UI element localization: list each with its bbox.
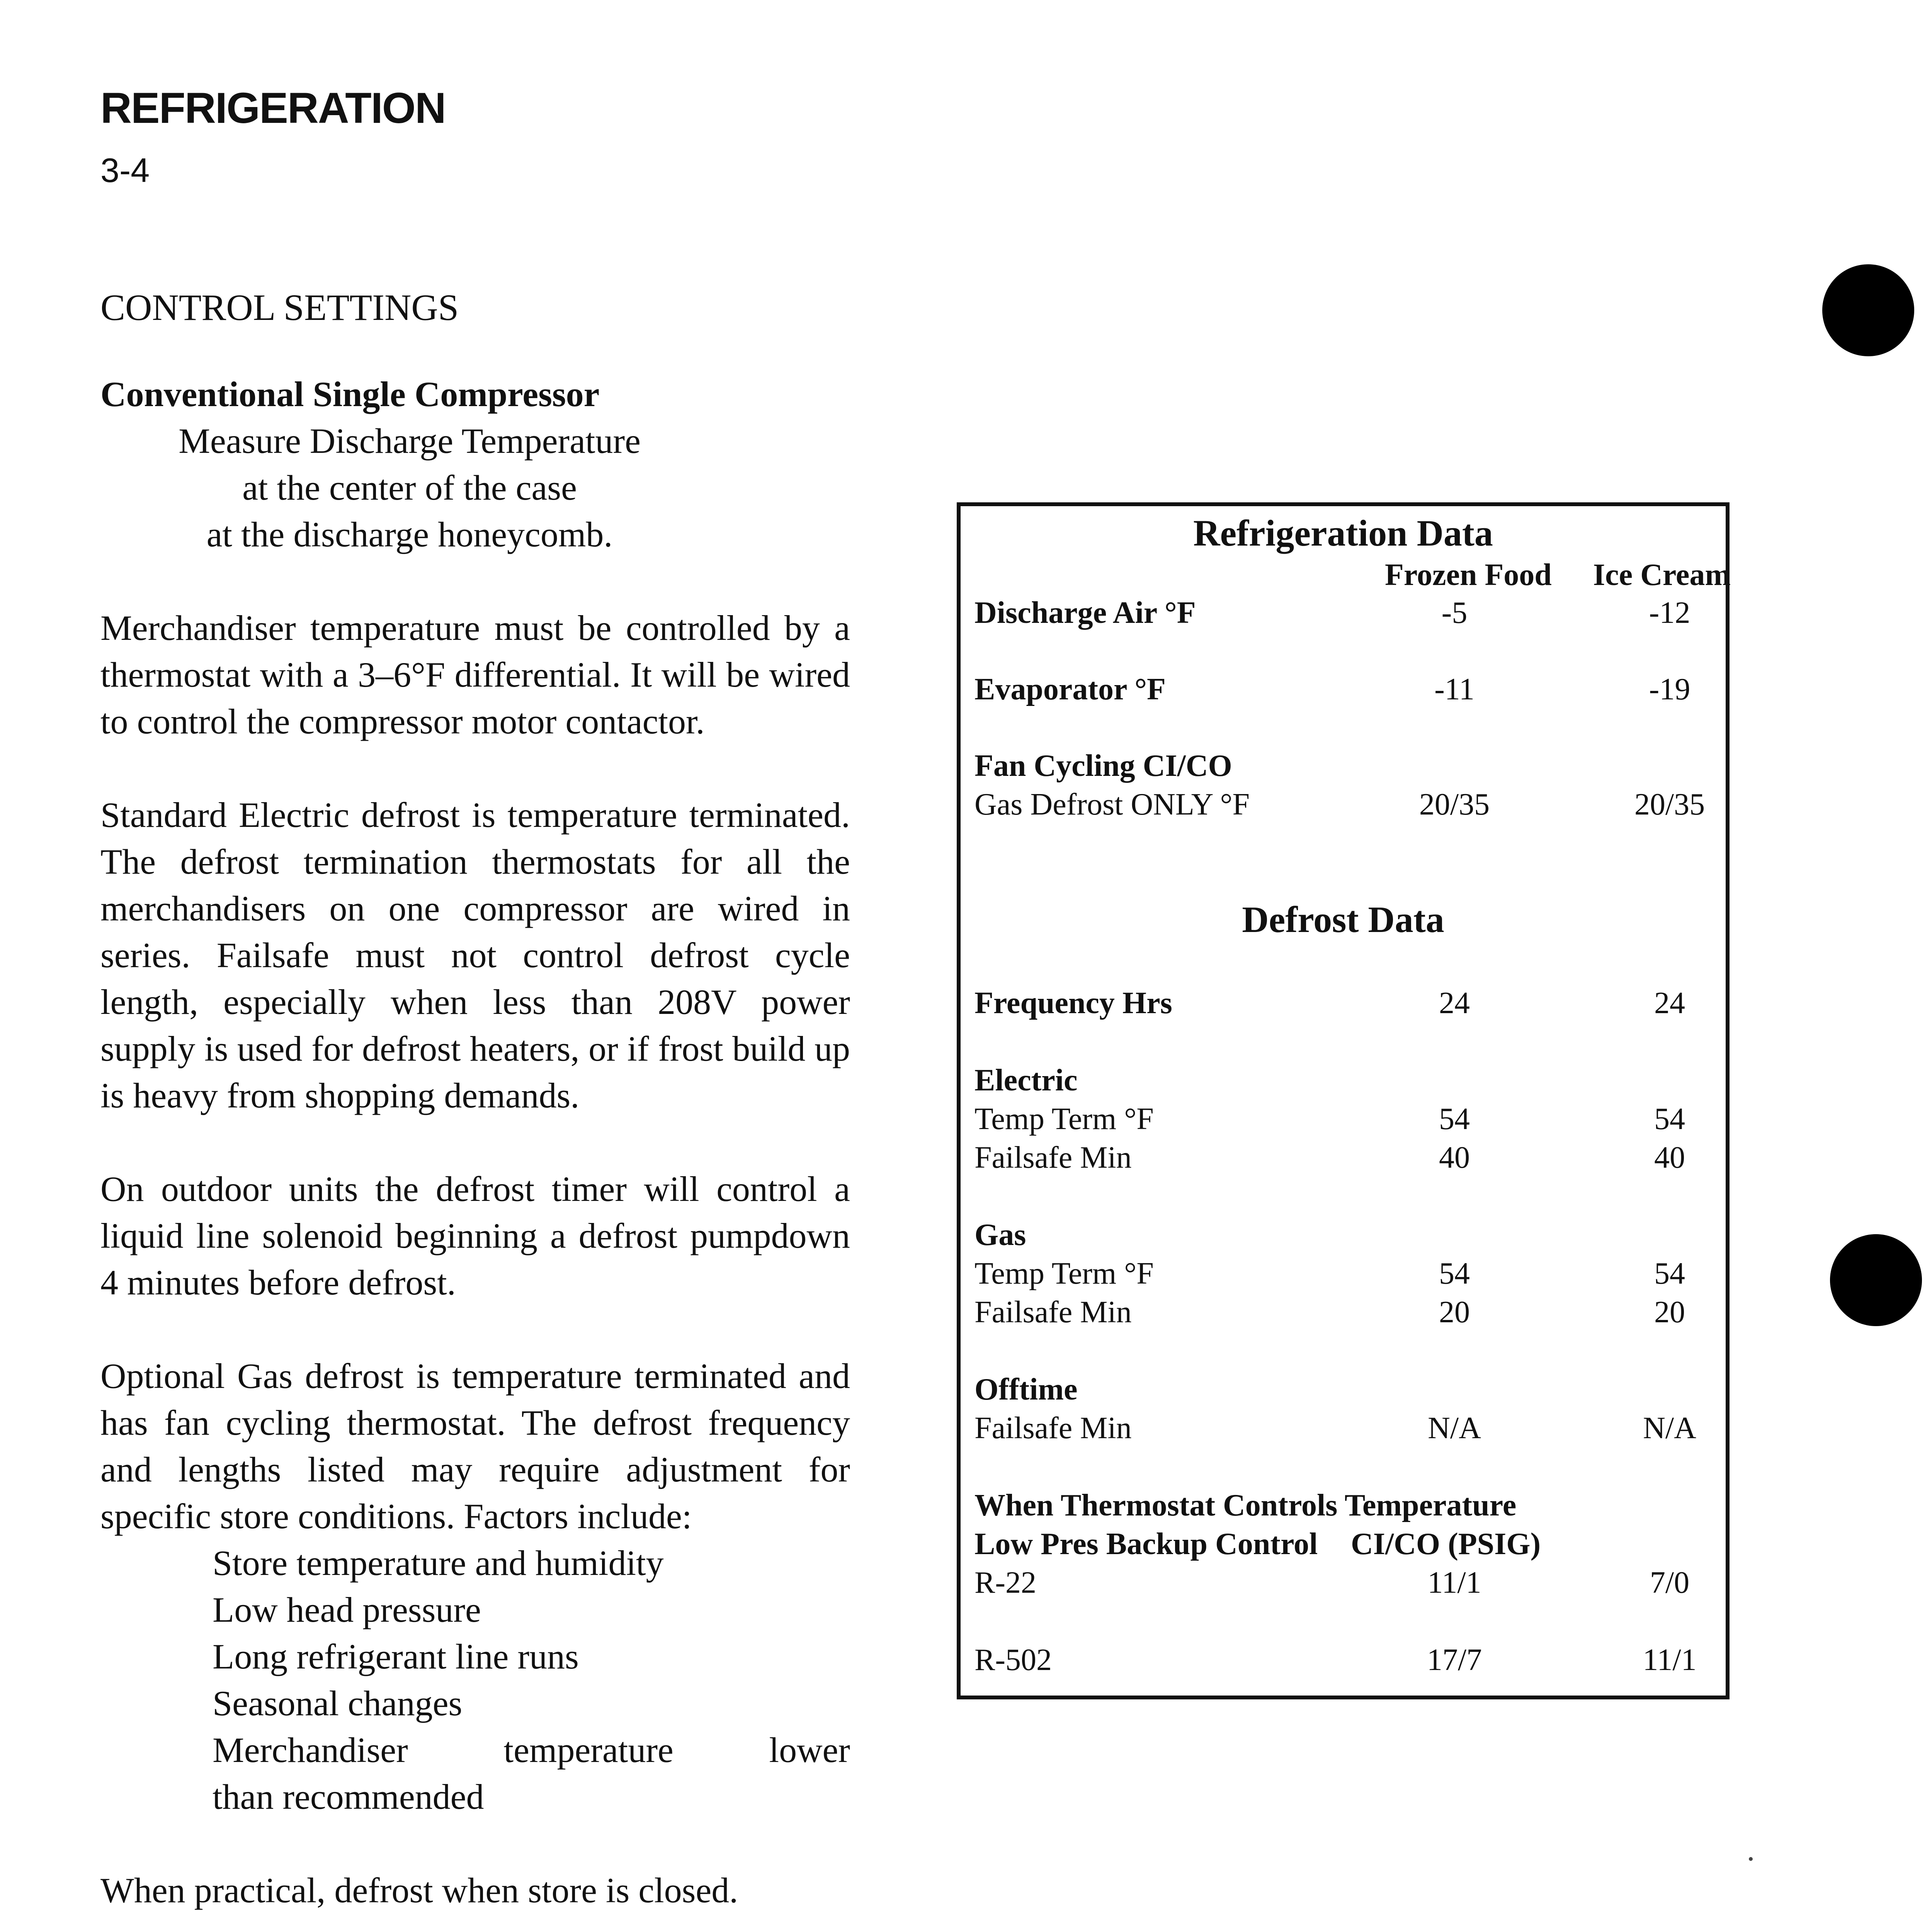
group-label-electric: Electric	[975, 1063, 1078, 1097]
thermostat-note: When Thermostat Controls Temperature	[975, 1488, 1517, 1522]
value-electric-temp-frozen: 54	[1439, 1102, 1470, 1136]
list-item: Long refrigerant line runs	[213, 1637, 579, 1676]
row-label-gas-temp-term: Temp Term °F	[975, 1257, 1154, 1291]
page-number: 3-4	[100, 151, 150, 189]
value-discharge-frozen: -5	[1441, 596, 1468, 630]
list-item: Low head pressure	[213, 1590, 481, 1629]
paragraph-outdoor-units: On outdoor units the defrost timer will control a liquid line solenoid beginning a defrost pumpdown 4 minutes before defrost.	[100, 1169, 850, 1302]
value-r502-frozen: 17/7	[1427, 1643, 1482, 1677]
defrost-data-title: Defrost Data	[1242, 899, 1444, 940]
value-offtime-failsafe-ice: N/A	[1643, 1411, 1696, 1445]
value-frequency-frozen: 24	[1439, 986, 1470, 1020]
factors-list	[100, 1540, 850, 1820]
value-discharge-ice: -12	[1649, 596, 1690, 630]
value-gas-temp-ice: 54	[1654, 1257, 1685, 1291]
row-label-r22: R-22	[975, 1566, 1036, 1600]
value-offtime-failsafe-frozen: N/A	[1428, 1411, 1481, 1445]
list-item: Store temperature and humidity	[213, 1543, 664, 1583]
paragraph-practical: When practical, defrost when store is closed.	[100, 1871, 738, 1910]
paragraph-gas-defrost: Optional Gas defrost is temperature terminated and has fan cycling thermostat. The defrost frequency and lengths listed may require adjustment for specific store conditions. Factors include:	[100, 1356, 850, 1536]
column-header-frozen-food: Frozen Food	[1385, 558, 1552, 592]
group-label-gas: Gas	[975, 1218, 1026, 1252]
list-item: Seasonal changes	[213, 1684, 463, 1723]
value-r22-ice: 7/0	[1650, 1566, 1690, 1600]
row-label-discharge-air: Discharge Air °F	[975, 596, 1196, 630]
scan-speck	[1749, 1857, 1753, 1861]
punch-hole-middle	[1830, 1234, 1922, 1326]
row-label-electric-temp-term: Temp Term °F	[975, 1102, 1154, 1136]
value-fan-cycling-frozen: 20/35	[1419, 787, 1490, 821]
row-label-frequency: Frequency Hrs	[975, 986, 1172, 1020]
row-label-evaporator: Evaporator °F	[975, 672, 1166, 706]
value-electric-temp-ice: 54	[1654, 1102, 1685, 1136]
value-gas-temp-frozen: 54	[1439, 1257, 1470, 1291]
refrigeration-data-table	[957, 502, 1730, 1699]
punch-hole-top	[1822, 264, 1914, 356]
list-item: Merchandiser temperature lower	[213, 1730, 850, 1770]
section-title: REFRIGERATION	[100, 84, 446, 132]
left-column	[100, 371, 850, 1932]
value-electric-failsafe-ice: 40	[1654, 1141, 1685, 1175]
value-r502-ice: 11/1	[1643, 1643, 1697, 1677]
row-label-gas-failsafe: Failsafe Min	[975, 1295, 1132, 1329]
list-item: than recommended	[213, 1777, 484, 1816]
measure-line: at the center of the case	[242, 468, 577, 507]
row-label-offtime-failsafe: Failsafe Min	[975, 1411, 1132, 1445]
backup-control-unit: CI/CO (PSIG)	[1351, 1527, 1541, 1561]
group-label-offtime: Offtime	[975, 1372, 1078, 1406]
compressor-subheading: Conventional Single Compressor	[100, 374, 600, 414]
value-r22-frozen: 11/1	[1427, 1566, 1481, 1600]
value-gas-failsafe-ice: 20	[1654, 1295, 1685, 1329]
value-evaporator-frozen: -11	[1434, 672, 1475, 706]
paragraph-electric-defrost: Standard Electric defrost is temperature terminated. The defrost termination thermostats for all the merchandisers on one compressor are wired in series. Failsafe must not control defrost cycle length, especially when less than 208V power supply is used for defrost heaters, or if frost build up is heavy from shopping demands.	[100, 795, 850, 1115]
value-frequency-ice: 24	[1654, 986, 1685, 1020]
row-label-fan-cycling: Fan Cycling CI/CO	[975, 749, 1232, 783]
value-electric-failsafe-frozen: 40	[1439, 1141, 1470, 1175]
value-fan-cycling-ice: 20/35	[1634, 787, 1705, 821]
refrigeration-data-title: Refrigeration Data	[1193, 512, 1493, 554]
value-evaporator-ice: -19	[1649, 672, 1690, 706]
row-label-r502: R-502	[975, 1643, 1052, 1677]
control-settings-heading: CONTROL SETTINGS	[100, 287, 459, 328]
value-gas-failsafe-frozen: 20	[1439, 1295, 1470, 1329]
measure-line: at the discharge honeycomb.	[206, 515, 613, 554]
column-header-ice-cream: Ice Cream	[1593, 558, 1731, 592]
backup-control-label: Low Pres Backup Control	[975, 1527, 1318, 1561]
row-label-gas-defrost-only: Gas Defrost ONLY °F	[975, 787, 1250, 821]
measure-line: Measure Discharge Temperature	[179, 421, 641, 461]
row-label-electric-failsafe: Failsafe Min	[975, 1141, 1132, 1175]
paragraph-thermostat: Merchandiser temperature must be controlled by a thermostat with a 3–6°F differential. It will be wired to control the compressor motor contactor.	[100, 608, 850, 741]
